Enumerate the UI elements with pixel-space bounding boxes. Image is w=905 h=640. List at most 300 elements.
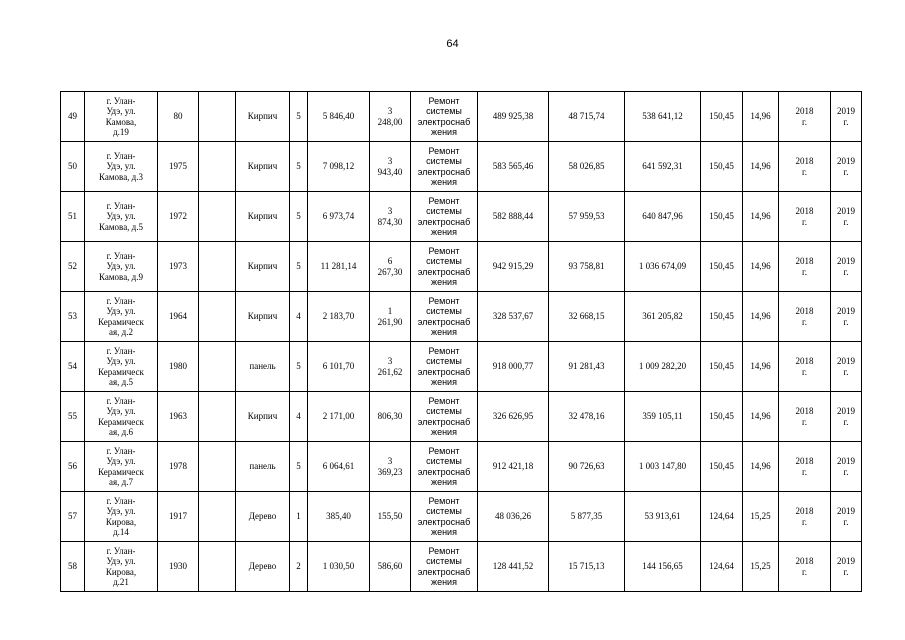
year-to-cell-line: г. — [843, 316, 849, 327]
sum3-cell: 1 009 282,20 — [625, 342, 701, 392]
living-area-cell — [370, 342, 411, 392]
living-area-cell-line: 943,40 — [377, 166, 403, 177]
work-type-cell-line: Ремонт — [428, 195, 460, 206]
tariff2-cell: 14,96 — [743, 392, 779, 442]
floors-cell: 5 — [290, 342, 308, 392]
year-from-cell — [779, 492, 831, 542]
address-cell-line: Кирова, — [105, 566, 137, 577]
wall-material-cell: панель — [236, 442, 290, 492]
year-to-cell-line: г. — [843, 516, 849, 527]
year-from-cell-line: 2018 — [795, 106, 814, 116]
tariff1-cell: 150,45 — [701, 292, 743, 342]
year-to-cell-line: г. — [843, 216, 849, 227]
work-type-cell — [411, 492, 478, 542]
work-type-cell — [411, 92, 478, 142]
year-from-cell-line: г. — [802, 266, 807, 277]
sum3-cell: 641 592,31 — [625, 142, 701, 192]
address-cell-line: д.19 — [113, 127, 129, 137]
tariff2-cell: 14,96 — [743, 142, 779, 192]
work-type-cell-line: жения — [431, 477, 457, 487]
year-from-cell-line: 2018 — [795, 506, 814, 516]
address-cell-line: г. Улан- — [106, 495, 136, 506]
address-cell-line: Керамическ — [98, 466, 144, 477]
year-from-cell-line: г. — [802, 516, 807, 527]
work-type-cell-line: Ремонт — [428, 395, 460, 406]
work-type-cell-line: электроснаб — [417, 266, 471, 277]
work-type-cell-line: электроснаб — [417, 366, 471, 377]
living-area-cell — [370, 392, 411, 442]
table-row — [61, 242, 862, 292]
address-cell-line: Кирова, — [105, 516, 137, 527]
address-cell-line: д.14 — [113, 527, 129, 537]
address-cell-line: Удэ, ул. — [106, 211, 136, 222]
year-to-cell — [831, 92, 862, 142]
empty-cell — [199, 542, 236, 592]
tariff1-cell: 150,45 — [701, 342, 743, 392]
year-to-cell-line: г. — [843, 266, 849, 277]
living-area-cell-line: 3 — [387, 106, 393, 116]
address-cell-line: ая, д.2 — [109, 327, 133, 337]
sum3-cell: 538 641,12 — [625, 92, 701, 142]
sum2-cell: 93 758,81 — [549, 242, 625, 292]
work-type-cell-line: жения — [431, 377, 457, 387]
sum3-cell: 359 105,11 — [625, 392, 701, 442]
cost-cell: 918 000,77 — [478, 342, 549, 392]
work-type-cell-line: Ремонт — [428, 95, 460, 106]
floors-cell: 5 — [290, 242, 308, 292]
cost-cell: 912 421,18 — [478, 442, 549, 492]
address-cell-line: Удэ, ул. — [106, 161, 136, 172]
floors-cell: 5 — [290, 92, 308, 142]
living-area-cell-line: 369,23 — [377, 466, 403, 477]
empty-cell — [199, 492, 236, 542]
year-from-cell — [779, 242, 831, 292]
wall-material-cell: Кирпич — [236, 192, 290, 242]
year-from-cell — [779, 192, 831, 242]
table-row — [61, 142, 862, 192]
year-from-cell — [779, 442, 831, 492]
address-cell-line: г. Улан- — [106, 250, 136, 261]
table-row — [61, 292, 862, 342]
total-area-cell: 5 846,40 — [308, 92, 370, 142]
year-to-cell — [831, 292, 862, 342]
living-area-cell-line: 3 — [387, 206, 393, 216]
row-number: 50 — [61, 142, 85, 192]
year-to-cell-line: г. — [843, 566, 849, 577]
sum2-cell: 32 668,15 — [549, 292, 625, 342]
year-to-cell — [831, 342, 862, 392]
work-type-cell-line: Ремонт — [428, 495, 460, 506]
row-number: 55 — [61, 392, 85, 442]
work-type-cell — [411, 242, 478, 292]
work-type-cell-line: системы — [426, 556, 462, 566]
living-area-cell — [370, 92, 411, 142]
work-type-cell-line: Ремонт — [428, 295, 460, 306]
year-from-cell-line: 2018 — [795, 406, 814, 416]
work-type-cell-line: жения — [431, 427, 457, 437]
year-built-cell: 80 — [158, 92, 199, 142]
empty-cell — [199, 342, 236, 392]
work-type-cell — [411, 142, 478, 192]
year-from-cell-line: г. — [802, 216, 807, 227]
tariff1-cell: 124,64 — [701, 492, 743, 542]
living-area-cell — [370, 492, 411, 542]
total-area-cell: 385,40 — [308, 492, 370, 542]
row-number: 51 — [61, 192, 85, 242]
sum3-cell: 53 913,61 — [625, 492, 701, 542]
living-area-cell-line: 261,90 — [377, 316, 403, 327]
year-to-cell-line: 2019 — [837, 556, 855, 566]
empty-cell — [199, 392, 236, 442]
year-from-cell-line: г. — [802, 316, 807, 327]
year-from-cell — [779, 142, 831, 192]
work-type-cell-line: Ремонт — [428, 545, 460, 556]
table-row — [61, 392, 862, 442]
table-row — [61, 492, 862, 542]
cost-cell: 326 626,95 — [478, 392, 549, 442]
year-to-cell — [831, 392, 862, 442]
year-to-cell-line: 2019 — [837, 406, 855, 416]
year-built-cell: 1964 — [158, 292, 199, 342]
address-cell-line: г. Улан- — [106, 150, 136, 161]
tariff2-cell: 14,96 — [743, 92, 779, 142]
address-cell-line: Керамическ — [98, 366, 144, 377]
sum2-cell: 32 478,16 — [549, 392, 625, 442]
year-to-cell — [831, 192, 862, 242]
address-cell-line: г. Улан- — [106, 295, 136, 306]
year-from-cell-line: г. — [802, 366, 807, 377]
year-to-cell-line: г. — [843, 466, 849, 477]
table-row — [61, 542, 862, 592]
buildings-table — [60, 91, 862, 592]
year-to-cell-line: 2019 — [837, 356, 855, 366]
row-number: 58 — [61, 542, 85, 592]
wall-material-cell: Кирпич — [236, 392, 290, 442]
work-type-cell — [411, 542, 478, 592]
year-to-cell-line: г. — [843, 416, 849, 427]
year-to-cell — [831, 142, 862, 192]
total-area-cell: 6 064,61 — [308, 442, 370, 492]
address-cell — [85, 542, 158, 592]
year-built-cell: 1930 — [158, 542, 199, 592]
address-cell-line: Удэ, ул. — [106, 261, 136, 272]
tariff1-cell: 150,45 — [701, 192, 743, 242]
year-from-cell-line: г. — [802, 566, 807, 577]
cost-cell: 582 888,44 — [478, 192, 549, 242]
empty-cell — [199, 292, 236, 342]
year-to-cell-line: г. — [843, 366, 849, 377]
wall-material-cell: Кирпич — [236, 242, 290, 292]
address-cell-line: г. Улан- — [106, 95, 136, 106]
table-row — [61, 92, 862, 142]
empty-cell — [199, 92, 236, 142]
year-to-cell — [831, 492, 862, 542]
empty-cell — [199, 442, 236, 492]
floors-cell: 1 — [290, 492, 308, 542]
address-cell-line: г. Улан- — [106, 200, 136, 211]
total-area-cell: 2 171,00 — [308, 392, 370, 442]
year-from-cell-line: г. — [802, 166, 807, 177]
living-area-cell — [370, 442, 411, 492]
work-type-cell-line: электроснаб — [417, 166, 471, 177]
address-cell-line: Камова, д.3 — [98, 171, 144, 182]
year-to-cell-line: 2019 — [837, 106, 855, 116]
tariff2-cell: 14,96 — [743, 192, 779, 242]
living-area-cell-line: 6 — [387, 256, 393, 266]
address-cell-line: Удэ, ул. — [106, 406, 136, 416]
tariff2-cell: 15,25 — [743, 542, 779, 592]
total-area-cell: 6 973,74 — [308, 192, 370, 242]
work-type-cell-line: жения — [431, 527, 457, 537]
tariff2-cell: 14,96 — [743, 442, 779, 492]
work-type-cell-line: электроснаб — [417, 466, 471, 477]
address-cell-line: Керамическ — [98, 416, 144, 427]
sum3-cell: 144 156,65 — [625, 542, 701, 592]
sum2-cell: 5 877,35 — [549, 492, 625, 542]
year-to-cell-line: г. — [843, 166, 849, 177]
table-row — [61, 192, 862, 242]
address-cell-line: Удэ, ул. — [106, 456, 136, 466]
year-to-cell-line: г. — [843, 116, 849, 127]
row-number: 49 — [61, 92, 85, 142]
sum2-cell: 58 026,85 — [549, 142, 625, 192]
work-type-cell — [411, 442, 478, 492]
year-built-cell: 1975 — [158, 142, 199, 192]
cost-cell: 328 537,67 — [478, 292, 549, 342]
address-cell-line: г. Улан- — [106, 445, 136, 456]
sum2-cell: 57 959,53 — [549, 192, 625, 242]
address-cell — [85, 492, 158, 542]
work-type-cell-line: системы — [426, 506, 462, 516]
work-type-cell-line: жения — [431, 177, 457, 187]
address-cell-line: ая, д.6 — [109, 427, 133, 437]
wall-material-cell: Дерево — [236, 542, 290, 592]
empty-cell — [199, 192, 236, 242]
work-type-cell-line: Ремонт — [428, 145, 460, 156]
address-cell — [85, 142, 158, 192]
address-cell — [85, 442, 158, 492]
living-area-cell-line: 248,00 — [377, 116, 403, 127]
year-from-cell-line: 2018 — [795, 356, 814, 366]
living-area-cell-line: 155,50 — [377, 511, 403, 522]
tariff2-cell: 14,96 — [743, 342, 779, 392]
empty-cell — [199, 242, 236, 292]
cost-cell: 489 925,38 — [478, 92, 549, 142]
work-type-cell — [411, 392, 478, 442]
row-number: 56 — [61, 442, 85, 492]
cost-cell: 128 441,52 — [478, 542, 549, 592]
year-from-cell-line: 2018 — [795, 256, 814, 266]
year-to-cell-line: 2019 — [837, 306, 855, 316]
work-type-cell — [411, 292, 478, 342]
address-cell-line: Удэ, ул. — [106, 556, 136, 566]
address-cell-line: Камова, д.5 — [98, 221, 144, 232]
living-area-cell — [370, 542, 411, 592]
row-number: 52 — [61, 242, 85, 292]
total-area-cell: 2 183,70 — [308, 292, 370, 342]
year-from-cell — [779, 542, 831, 592]
tariff1-cell: 150,45 — [701, 242, 743, 292]
living-area-cell-line: 267,30 — [377, 266, 403, 277]
year-from-cell-line: 2018 — [795, 556, 814, 566]
cost-cell: 942 915,29 — [478, 242, 549, 292]
floors-cell: 4 — [290, 292, 308, 342]
address-cell — [85, 92, 158, 142]
year-from-cell — [779, 292, 831, 342]
address-cell — [85, 242, 158, 292]
living-area-cell-line: 1 — [387, 306, 393, 316]
work-type-cell-line: электроснаб — [417, 316, 471, 327]
total-area-cell: 11 281,14 — [308, 242, 370, 292]
year-built-cell: 1963 — [158, 392, 199, 442]
table-row — [61, 342, 862, 392]
address-cell-line: ая, д.5 — [109, 377, 133, 387]
year-from-cell — [779, 342, 831, 392]
sum2-cell: 15 715,13 — [549, 542, 625, 592]
address-cell-line: г. Улан- — [106, 345, 136, 356]
year-from-cell-line: г. — [802, 116, 807, 127]
tariff1-cell: 150,45 — [701, 442, 743, 492]
sum3-cell: 1 003 147,80 — [625, 442, 701, 492]
sum2-cell: 91 281,43 — [549, 342, 625, 392]
living-area-cell-line: 586,60 — [377, 561, 403, 572]
year-from-cell-line: г. — [802, 416, 807, 427]
work-type-cell-line: жения — [431, 577, 457, 587]
floors-cell: 5 — [290, 192, 308, 242]
total-area-cell: 6 101,70 — [308, 342, 370, 392]
tariff1-cell: 124,64 — [701, 542, 743, 592]
address-cell — [85, 342, 158, 392]
work-type-cell-line: жения — [431, 327, 457, 337]
year-built-cell: 1972 — [158, 192, 199, 242]
living-area-cell-line: 3 — [387, 356, 393, 366]
work-type-cell-line: системы — [426, 356, 462, 366]
wall-material-cell: Кирпич — [236, 92, 290, 142]
address-cell-line: Удэ, ул. — [106, 356, 136, 366]
year-to-cell-line: 2019 — [837, 156, 855, 166]
sum3-cell: 640 847,96 — [625, 192, 701, 242]
year-to-cell — [831, 442, 862, 492]
year-from-cell-line: 2018 — [795, 306, 814, 316]
year-to-cell — [831, 242, 862, 292]
floors-cell: 5 — [290, 442, 308, 492]
year-from-cell-line: 2018 — [795, 206, 814, 216]
year-from-cell-line: 2018 — [795, 456, 814, 466]
year-built-cell: 1978 — [158, 442, 199, 492]
year-from-cell — [779, 392, 831, 442]
total-area-cell: 7 098,12 — [308, 142, 370, 192]
work-type-cell-line: жения — [431, 277, 457, 287]
work-type-cell-line: жения — [431, 127, 457, 137]
address-cell — [85, 292, 158, 342]
work-type-cell-line: электроснаб — [417, 416, 471, 427]
year-to-cell-line: 2019 — [837, 456, 855, 466]
tariff2-cell: 15,25 — [743, 492, 779, 542]
living-area-cell — [370, 192, 411, 242]
work-type-cell-line: Ремонт — [428, 445, 460, 456]
address-cell-line: Удэ, ул. — [106, 306, 136, 316]
work-type-cell-line: электроснаб — [417, 566, 471, 577]
wall-material-cell: Дерево — [236, 492, 290, 542]
year-built-cell: 1917 — [158, 492, 199, 542]
living-area-cell-line: 3 — [387, 156, 393, 166]
work-type-cell — [411, 192, 478, 242]
work-type-cell-line: Ремонт — [428, 245, 460, 256]
tariff2-cell: 14,96 — [743, 292, 779, 342]
floors-cell: 4 — [290, 392, 308, 442]
wall-material-cell: панель — [236, 342, 290, 392]
work-type-cell-line: системы — [426, 106, 462, 116]
address-cell-line: Удэ, ул. — [106, 106, 136, 116]
work-type-cell — [411, 342, 478, 392]
floors-cell: 5 — [290, 142, 308, 192]
wall-material-cell: Кирпич — [236, 292, 290, 342]
year-from-cell-line: г. — [802, 466, 807, 477]
address-cell-line: Камова, д.9 — [98, 271, 144, 282]
page-number: 64 — [446, 38, 459, 50]
living-area-cell-line: 874,30 — [377, 216, 403, 227]
cost-cell: 583 565,46 — [478, 142, 549, 192]
address-cell — [85, 192, 158, 242]
year-built-cell: 1980 — [158, 342, 199, 392]
living-area-cell — [370, 142, 411, 192]
year-to-cell-line: 2019 — [837, 256, 855, 266]
address-cell — [85, 392, 158, 442]
cost-cell: 48 036,26 — [478, 492, 549, 542]
sum2-cell: 48 715,74 — [549, 92, 625, 142]
year-to-cell — [831, 542, 862, 592]
year-built-cell: 1973 — [158, 242, 199, 292]
address-cell-line: д.21 — [113, 577, 129, 587]
sum3-cell: 361 205,82 — [625, 292, 701, 342]
living-area-cell-line: 3 — [387, 456, 393, 466]
total-area-cell: 1 030,50 — [308, 542, 370, 592]
work-type-cell-line: жения — [431, 227, 457, 237]
work-type-cell-line: электроснаб — [417, 216, 471, 227]
sum3-cell: 1 036 674,09 — [625, 242, 701, 292]
empty-cell — [199, 142, 236, 192]
work-type-cell-line: системы — [426, 406, 462, 416]
work-type-cell-line: Ремонт — [428, 345, 460, 356]
year-to-cell-line: 2019 — [837, 206, 855, 216]
row-number: 57 — [61, 492, 85, 542]
living-area-cell-line: 806,30 — [377, 411, 403, 422]
work-type-cell-line: системы — [426, 156, 462, 166]
year-from-cell-line: 2018 — [795, 156, 814, 166]
year-from-cell — [779, 92, 831, 142]
tariff1-cell: 150,45 — [701, 392, 743, 442]
work-type-cell-line: системы — [426, 206, 462, 216]
floors-cell: 2 — [290, 542, 308, 592]
table-row — [61, 442, 862, 492]
work-type-cell-line: электроснаб — [417, 516, 471, 527]
wall-material-cell: Кирпич — [236, 142, 290, 192]
sum2-cell: 90 726,63 — [549, 442, 625, 492]
work-type-cell-line: системы — [426, 256, 462, 266]
work-type-cell-line: системы — [426, 456, 462, 466]
address-cell-line: г. Улан- — [106, 545, 136, 556]
address-cell-line: Камова, — [105, 116, 137, 127]
row-number: 54 — [61, 342, 85, 392]
address-cell-line: Керамическ — [98, 316, 144, 327]
living-area-cell-line: 261,62 — [377, 366, 403, 377]
year-to-cell-line: 2019 — [837, 506, 855, 516]
work-type-cell-line: системы — [426, 306, 462, 316]
tariff1-cell: 150,45 — [701, 142, 743, 192]
address-cell-line: Удэ, ул. — [106, 506, 136, 516]
tariff1-cell: 150,45 — [701, 92, 743, 142]
row-number: 53 — [61, 292, 85, 342]
